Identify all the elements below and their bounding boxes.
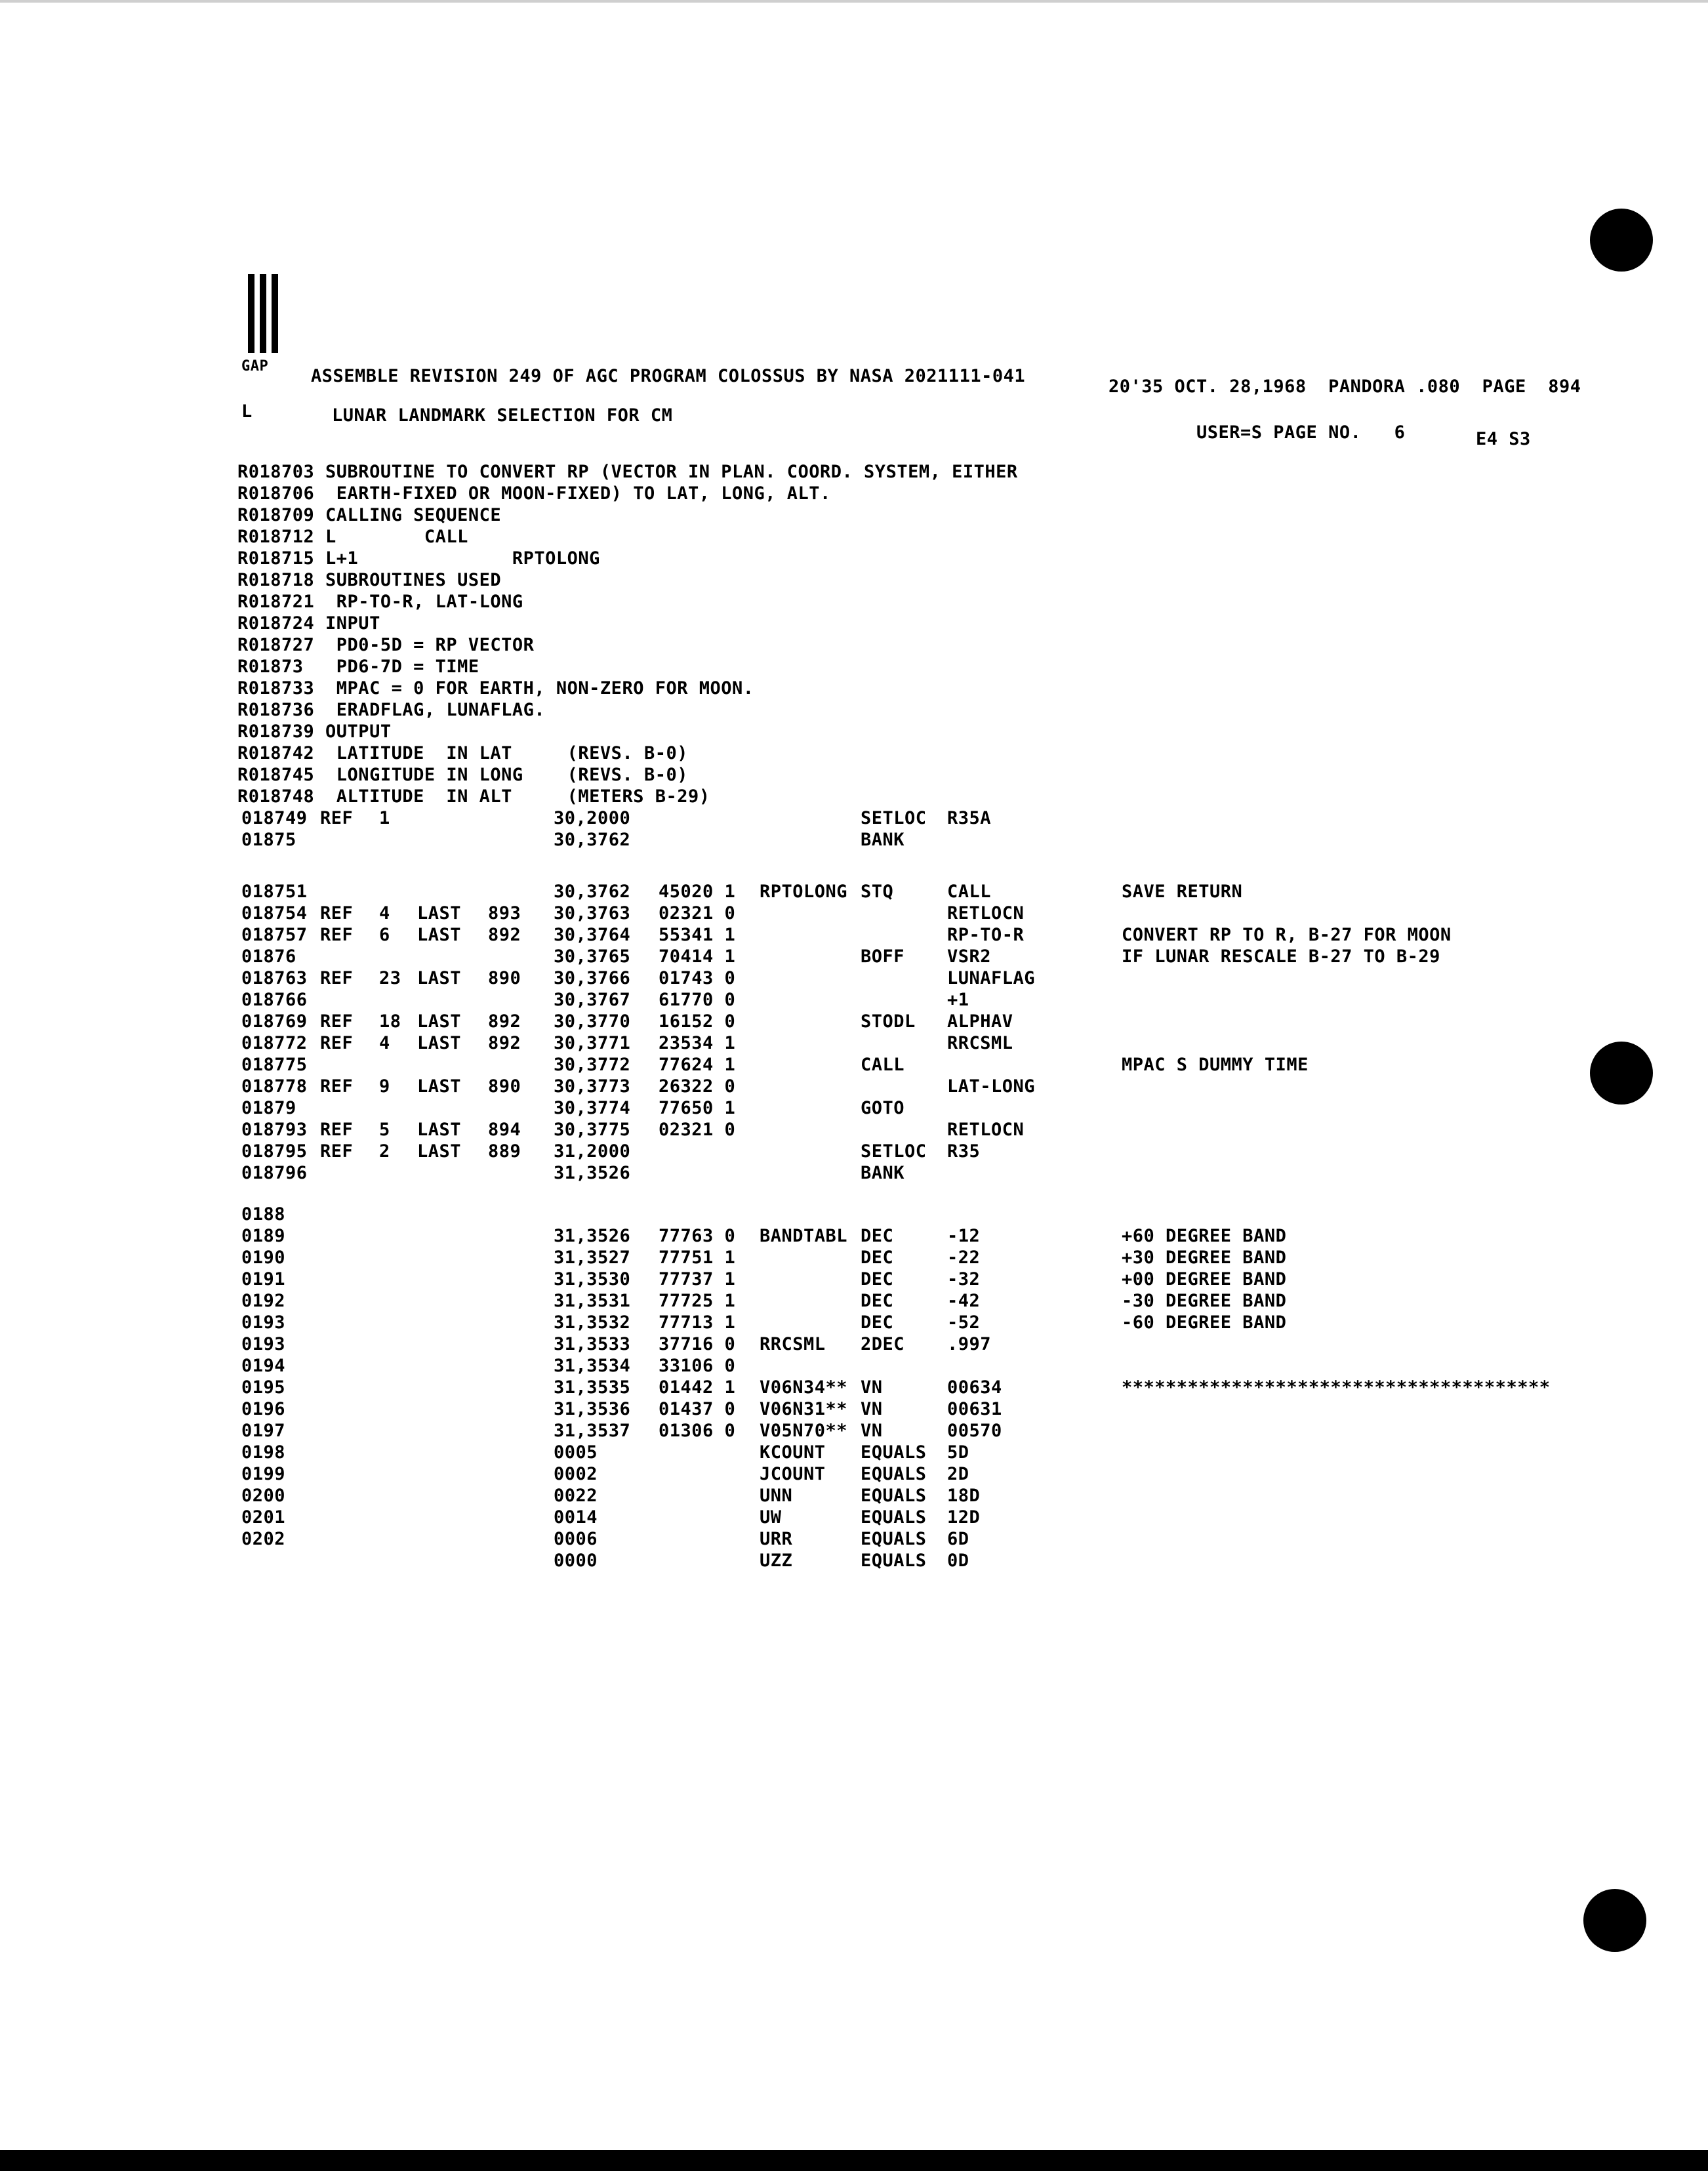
row-addr: 30,3773 [554, 1076, 631, 1097]
row-op: EQUALS [861, 1507, 927, 1528]
row-line: 018751 [241, 882, 308, 902]
row-word: 16152 0 [659, 1011, 736, 1032]
row-line: 01879 [241, 1098, 296, 1118]
row-op: EQUALS [861, 1442, 927, 1463]
row-operand: 18D [947, 1486, 981, 1506]
row-pg: 892 [488, 925, 521, 945]
row-lbl: KCOUNT [760, 1442, 826, 1463]
row-line: 018749 [241, 808, 308, 828]
row-addr: 30,3762 [554, 882, 631, 902]
row-line: 018769 [241, 1011, 308, 1032]
row-line: 0197 [241, 1421, 286, 1441]
row-pg: 893 [488, 903, 521, 923]
row-ref: REF [320, 808, 354, 828]
row-op: EQUALS [861, 1529, 927, 1549]
row-line: 018772 [241, 1033, 308, 1053]
row-line: 0189 [241, 1226, 286, 1246]
row-comment: -30 DEGREE BAND [1122, 1291, 1287, 1311]
row-operand: 00634 [947, 1377, 1002, 1398]
row-ref: REF [320, 1120, 354, 1140]
punch-hole [1590, 209, 1653, 272]
listing-stamp: 20'35 OCT. 28,1968 PANDORA .080 PAGE 894 [1108, 376, 1581, 397]
row-op: EQUALS [861, 1551, 927, 1571]
row-word: 70414 1 [659, 946, 736, 967]
remark-line: R018742 LATITUDE IN LAT (REVS. B-0) [237, 743, 688, 763]
remark-line: R018721 RP-TO-R, LAT-LONG [237, 592, 523, 612]
row-word: 77713 1 [659, 1312, 736, 1333]
row-op: SETLOC [861, 1141, 927, 1162]
row-comment: +60 DEGREE BAND [1122, 1226, 1287, 1246]
remark-line: R018733 MPAC = 0 FOR EARTH, NON-ZERO FOR MOON. [237, 678, 754, 699]
row-operand: -52 [947, 1312, 981, 1333]
row-addr: 0014 [554, 1507, 598, 1528]
row-line: 018775 [241, 1055, 308, 1075]
row-op: DEC [861, 1226, 894, 1246]
row-addr: 30,3764 [554, 925, 631, 945]
row-line: 0188 [241, 1204, 286, 1225]
row-addr: 0005 [554, 1442, 598, 1463]
row-line: 01875 [241, 830, 296, 850]
row-comment: +00 DEGREE BAND [1122, 1269, 1287, 1289]
row-addr: 31,3536 [554, 1399, 631, 1419]
row-word: 01442 1 [659, 1377, 736, 1398]
row-line: 0193 [241, 1334, 286, 1354]
row-comment: MPAC S DUMMY TIME [1122, 1055, 1309, 1075]
row-op: VN [861, 1399, 883, 1419]
row-word: 77650 1 [659, 1098, 736, 1118]
row-line: 0194 [241, 1356, 286, 1376]
row-ref: REF [320, 903, 354, 923]
row-ref: REF [320, 1011, 354, 1032]
row-line: 01876 [241, 946, 296, 967]
log-section-title: LUNAR LANDMARK SELECTION FOR CM [332, 405, 673, 426]
row-operand: 2D [947, 1464, 969, 1484]
row-lbl: UW [760, 1507, 782, 1528]
row-addr: 31,3534 [554, 1356, 631, 1376]
row-ref: REF [320, 925, 354, 945]
row-op: GOTO [861, 1098, 905, 1118]
row-comment: IF LUNAR RESCALE B-27 TO B-29 [1122, 946, 1440, 967]
row-last: LAST [417, 1076, 462, 1097]
row-addr: 31,3533 [554, 1334, 631, 1354]
row-word: 61770 0 [659, 990, 736, 1010]
row-pg: 890 [488, 1076, 521, 1097]
row-n: 1 [379, 808, 390, 828]
row-pg: 889 [488, 1141, 521, 1162]
remark-line: R018748 ALTITUDE IN ALT (METERS B-29) [237, 786, 710, 807]
row-operand: +1 [947, 990, 969, 1010]
row-op: BANK [861, 1163, 905, 1183]
row-op: BANK [861, 830, 905, 850]
row-operand: RETLOCN [947, 1120, 1025, 1140]
row-addr: 0022 [554, 1486, 598, 1506]
row-word: 01743 0 [659, 968, 736, 988]
remark-line: R018745 LONGITUDE IN LONG (REVS. B-0) [237, 765, 688, 785]
row-last: LAST [417, 925, 462, 945]
row-lbl: JCOUNT [760, 1464, 826, 1484]
row-lbl: V05N70** [760, 1421, 848, 1441]
row-addr: 30,3765 [554, 946, 631, 967]
row-line: 018757 [241, 925, 308, 945]
row-operand: 6D [947, 1529, 969, 1549]
row-addr: 31,3526 [554, 1163, 631, 1183]
row-n: 6 [379, 925, 390, 945]
row-operand: RRCSML [947, 1033, 1013, 1053]
row-operand: RETLOCN [947, 903, 1025, 923]
row-addr: 0000 [554, 1551, 598, 1571]
row-line: 018754 [241, 903, 308, 923]
row-op: 2DEC [861, 1334, 905, 1354]
row-operand: -22 [947, 1248, 981, 1268]
row-ref: REF [320, 1141, 354, 1162]
row-ref: REF [320, 968, 354, 988]
row-line: 0195 [241, 1377, 286, 1398]
remark-line: R018727 PD0-5D = RP VECTOR [237, 635, 535, 655]
row-addr: 31,3537 [554, 1421, 631, 1441]
row-addr: 30,3763 [554, 903, 631, 923]
row-n: 2 [379, 1141, 390, 1162]
row-n: 4 [379, 1033, 390, 1053]
row-line: 0190 [241, 1248, 286, 1268]
row-addr: 31,3535 [554, 1377, 631, 1398]
gap-mark: GAP [241, 358, 269, 375]
row-operand: 5D [947, 1442, 969, 1463]
row-operand: -32 [947, 1269, 981, 1289]
row-last: LAST [417, 968, 462, 988]
remark-line: R018715 L+1 RPTOLONG [237, 548, 600, 569]
row-operand: -12 [947, 1226, 981, 1246]
listing-title: ASSEMBLE REVISION 249 OF AGC PROGRAM COLOSSUS BY NASA 2021111-041 [311, 366, 1026, 386]
row-addr: 30,3767 [554, 990, 631, 1010]
row-op: STQ [861, 882, 894, 902]
row-addr: 31,2000 [554, 1141, 631, 1162]
row-comment: *************************************** [1122, 1377, 1551, 1398]
scan-edge [0, 0, 1708, 3]
row-word: 77751 1 [659, 1248, 736, 1268]
row-lbl: RRCSML [760, 1334, 826, 1354]
row-op: DEC [861, 1269, 894, 1289]
row-line: 0201 [241, 1507, 286, 1528]
row-last: LAST [417, 1120, 462, 1140]
row-ref: REF [320, 1076, 354, 1097]
remark-line: R018703 SUBROUTINE TO CONVERT RP (VECTOR IN PLAN. COORD. SYSTEM, EITHER [237, 462, 1018, 482]
row-addr: 30,3774 [554, 1098, 631, 1118]
row-operand: LAT-LONG [947, 1076, 1036, 1097]
row-pg: 894 [488, 1120, 521, 1140]
row-line: 0198 [241, 1442, 286, 1463]
punch-hole [1590, 1042, 1653, 1105]
row-addr: 31,3530 [554, 1269, 631, 1289]
row-comment: +30 DEGREE BAND [1122, 1248, 1287, 1268]
row-lbl: V06N31** [760, 1399, 848, 1419]
row-lbl: UNN [760, 1486, 793, 1506]
row-line: 0192 [241, 1291, 286, 1311]
row-comment: -60 DEGREE BAND [1122, 1312, 1287, 1333]
punch-hole [1583, 1889, 1646, 1952]
row-line: 0191 [241, 1269, 286, 1289]
row-word: 23534 1 [659, 1033, 736, 1053]
row-operand: 00570 [947, 1421, 1002, 1441]
row-op: BOFF [861, 946, 905, 967]
row-op: STODL [861, 1011, 916, 1032]
row-lbl: URR [760, 1529, 793, 1549]
row-addr: 30,3772 [554, 1055, 631, 1075]
row-n: 23 [379, 968, 401, 988]
row-line: 018793 [241, 1120, 308, 1140]
row-last: LAST [417, 1033, 462, 1053]
row-lbl: UZZ [760, 1551, 793, 1571]
row-op: CALL [861, 1055, 905, 1075]
user-page-number: USER=S PAGE NO. 6 [1196, 422, 1406, 443]
row-operand: -42 [947, 1291, 981, 1311]
row-comment: SAVE RETURN [1122, 882, 1243, 902]
row-lbl: RPTOLONG [760, 882, 848, 902]
row-word: 77624 1 [659, 1055, 736, 1075]
row-line: 018778 [241, 1076, 308, 1097]
row-pg: 890 [488, 968, 521, 988]
row-op: DEC [861, 1248, 894, 1268]
row-operand: CALL [947, 882, 992, 902]
row-last: LAST [417, 1011, 462, 1032]
row-op: EQUALS [861, 1486, 927, 1506]
row-line: 018796 [241, 1163, 308, 1183]
row-addr: 0002 [554, 1464, 598, 1484]
row-op: VN [861, 1377, 883, 1398]
row-word: 33106 0 [659, 1356, 736, 1376]
row-word: 26322 0 [659, 1076, 736, 1097]
scan-bottom-border [0, 2150, 1708, 2171]
row-word: 02321 0 [659, 1120, 736, 1140]
remark-line: R018718 SUBROUTINES USED [237, 570, 502, 590]
remark-line: R018736 ERADFLAG, LUNAFLAG. [237, 700, 546, 720]
row-operand: 0D [947, 1551, 969, 1571]
row-line: 0199 [241, 1464, 286, 1484]
row-addr: 31,3532 [554, 1312, 631, 1333]
row-operand: .997 [947, 1334, 992, 1354]
remark-line: R018739 OUTPUT [237, 721, 392, 742]
row-line: 0202 [241, 1529, 286, 1549]
row-word: 55341 1 [659, 925, 736, 945]
row-lbl: BANDTABL [760, 1226, 848, 1246]
row-operand: ALPHAV [947, 1011, 1013, 1032]
row-addr: 30,3762 [554, 830, 631, 850]
row-word: 01306 0 [659, 1421, 736, 1441]
row-op: DEC [861, 1312, 894, 1333]
row-addr: 31,3526 [554, 1226, 631, 1246]
row-word: 45020 1 [659, 882, 736, 902]
row-line: 018795 [241, 1141, 308, 1162]
row-operand: LUNAFLAG [947, 968, 1036, 988]
remark-line: R018724 INPUT [237, 613, 380, 634]
remark-line: R01873 PD6-7D = TIME [237, 657, 479, 677]
remark-line: R018712 L CALL [237, 527, 468, 547]
page-code: E4 S3 [1476, 429, 1531, 449]
row-operand: VSR2 [947, 946, 992, 967]
row-addr: 0006 [554, 1529, 598, 1549]
row-op: DEC [861, 1291, 894, 1311]
row-line: 018763 [241, 968, 308, 988]
row-pg: 892 [488, 1033, 521, 1053]
row-word: 01437 0 [659, 1399, 736, 1419]
row-word: 77725 1 [659, 1291, 736, 1311]
log-label: L [241, 401, 253, 422]
row-ref: REF [320, 1033, 354, 1053]
row-word: 77763 0 [659, 1226, 736, 1246]
row-line: 0196 [241, 1399, 286, 1419]
row-addr: 31,3531 [554, 1291, 631, 1311]
row-op: SETLOC [861, 808, 927, 828]
row-last: LAST [417, 903, 462, 923]
row-line: 0193 [241, 1312, 286, 1333]
separator-bars-mark [248, 274, 289, 359]
row-line: 0200 [241, 1486, 286, 1506]
row-word: 02321 0 [659, 903, 736, 923]
row-addr: 30,3775 [554, 1120, 631, 1140]
row-comment: CONVERT RP TO R, B-27 FOR MOON [1122, 925, 1452, 945]
row-n: 9 [379, 1076, 390, 1097]
row-operand: 12D [947, 1507, 981, 1528]
row-line: 018766 [241, 990, 308, 1010]
row-addr: 31,3527 [554, 1248, 631, 1268]
row-op: EQUALS [861, 1464, 927, 1484]
row-operand: R35 [947, 1141, 981, 1162]
row-pg: 892 [488, 1011, 521, 1032]
row-n: 4 [379, 903, 390, 923]
row-addr: 30,2000 [554, 808, 631, 828]
row-operand: R35A [947, 808, 992, 828]
row-n: 5 [379, 1120, 390, 1140]
row-last: LAST [417, 1141, 462, 1162]
remark-line: R018709 CALLING SEQUENCE [237, 505, 502, 525]
row-addr: 30,3770 [554, 1011, 631, 1032]
row-word: 37716 0 [659, 1334, 736, 1354]
row-addr: 30,3766 [554, 968, 631, 988]
remark-line: R018706 EARTH-FIXED OR MOON-FIXED) TO LAT, LONG, ALT. [237, 483, 831, 504]
row-word: 77737 1 [659, 1269, 736, 1289]
row-operand: RP-TO-R [947, 925, 1025, 945]
row-addr: 30,3771 [554, 1033, 631, 1053]
row-n: 18 [379, 1011, 401, 1032]
row-operand: 00631 [947, 1399, 1002, 1419]
row-op: VN [861, 1421, 883, 1441]
row-lbl: V06N34** [760, 1377, 848, 1398]
